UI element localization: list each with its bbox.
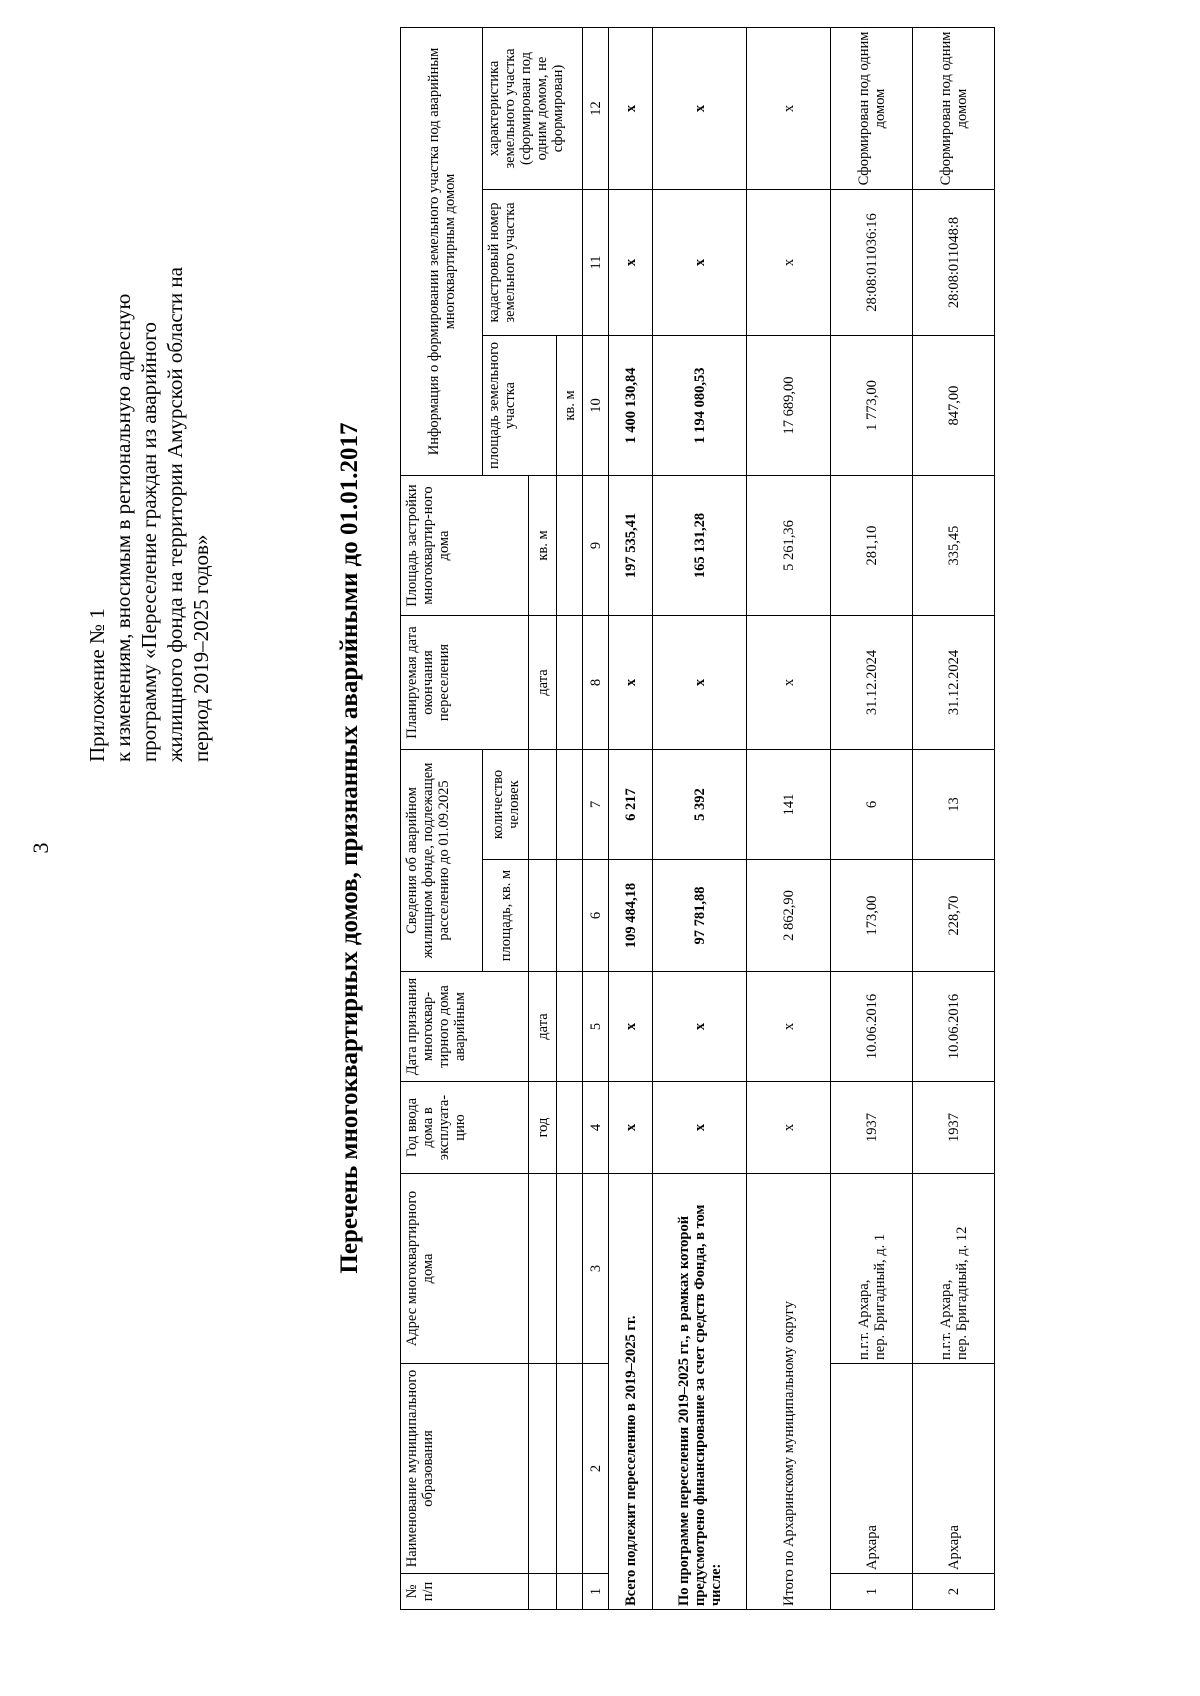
summary-cell: 5 261,36 (747, 476, 831, 616)
col-number: 12 (583, 27, 609, 189)
table-row (913, 27, 995, 1609)
summary-row-total (609, 27, 653, 1609)
houses-table (400, 27, 995, 1610)
appendix-note (84, 102, 214, 762)
appendix-line: жилищного фонда на территории Амурской области на (163, 267, 187, 762)
unit-cell: кв. м (557, 336, 583, 476)
header-num: № п/п (401, 1574, 529, 1610)
unit-cell (529, 1364, 557, 1574)
row-address (831, 1174, 913, 1364)
address-line: п.г.т. Архара, (855, 1279, 872, 1360)
appendix-line: к изменениям, вносимым в региональную адресную (111, 293, 135, 762)
header-cadastral: кадастровый номер земельного участка (483, 190, 583, 336)
summary-cell: x (609, 190, 653, 336)
column-numbers-row (583, 27, 609, 1609)
header-fund-people: количество человек (483, 750, 529, 860)
row-end-date: 31.12.2024 (913, 616, 995, 750)
col-number: 2 (583, 1364, 609, 1574)
summary-cell: 1 194 080,53 (653, 336, 747, 476)
address-line: пер. Бригадный, д. 1 (871, 1233, 888, 1360)
col-number: 9 (583, 476, 609, 616)
appendix-line: программу «Переселение граждан из аварийного (137, 322, 161, 762)
header-end-date: Планируемая дата окончания переселения (401, 616, 529, 750)
row-land-char: Сформирован под одним домом (913, 27, 995, 189)
row-area: 173,00 (831, 860, 913, 972)
header-fund-area: площадь, кв. м (483, 860, 529, 972)
header-land-char: характеристика земельного участка (сформирован под одним домом, не сформирован) (483, 27, 583, 189)
summary-cell: 141 (747, 750, 831, 860)
col-number: 11 (583, 190, 609, 336)
summary-cell: 97 781,88 (653, 860, 747, 972)
col-number: 4 (583, 1082, 609, 1174)
summary-cell: 17 689,00 (747, 336, 831, 476)
row-emergency-date: 10.06.2016 (831, 972, 913, 1082)
header-row (401, 27, 483, 1609)
unit-cell (557, 860, 583, 972)
unit-cell (557, 476, 583, 616)
col-number: 1 (583, 1574, 609, 1610)
summary-cell: 1 400 130,84 (609, 336, 653, 476)
table-row (831, 27, 913, 1609)
summary-cell: 6 217 (609, 750, 653, 860)
row-year: 1937 (913, 1082, 995, 1174)
unit-cell (557, 1174, 583, 1364)
unit-cell: кв. м (529, 476, 557, 616)
header-emergency-date: Дата признания многоквар-тирного дома аварийным (401, 972, 529, 1082)
header-land-area: площадь земельного участка (483, 336, 557, 476)
summary-cell: 2 862,90 (747, 860, 831, 972)
row-building-area: 281,10 (831, 476, 913, 616)
summary-cell: x (653, 27, 747, 189)
summary-cell: x (653, 1082, 747, 1174)
summary-cell: 5 392 (653, 750, 747, 860)
unit-cell (557, 750, 583, 860)
row-people: 13 (913, 750, 995, 860)
summary-cell: x (747, 190, 831, 336)
summary-label: По программе переселения 2019–2025 гг., в рамках которой предусмотрено финансирование за счет средств Фонда, в том числе: (653, 1174, 747, 1610)
row-people: 6 (831, 750, 913, 860)
summary-cell: x (653, 616, 747, 750)
summary-row-program (653, 27, 747, 1609)
row-year: 1937 (831, 1082, 913, 1174)
unit-cell (529, 1574, 557, 1610)
row-municipality: Архара (831, 1364, 913, 1574)
summary-cell: x (747, 1082, 831, 1174)
summary-label: Всего подлежит переселению в 2019–2025 гг. (609, 1174, 653, 1610)
row-cadastral: 28:08:011048:8 (913, 190, 995, 336)
row-number: 2 (913, 1574, 995, 1610)
row-end-date: 31.12.2024 (831, 616, 913, 750)
appendix-line: период 2019–2025 годов» (189, 534, 213, 762)
summary-label: Итого по Архаринскому муниципальному округу (747, 1174, 831, 1610)
col-number: 10 (583, 336, 609, 476)
row-address (913, 1174, 995, 1364)
page-number: 3 (28, 842, 53, 854)
summary-cell: 109 484,18 (609, 860, 653, 972)
row-land-area: 1 773,00 (831, 336, 913, 476)
summary-cell: x (653, 190, 747, 336)
appendix-line: Приложение № 1 (85, 608, 109, 762)
summary-row-district (747, 27, 831, 1609)
unit-cell: год (529, 1082, 557, 1174)
col-number: 3 (583, 1174, 609, 1364)
header-year: Год ввода дома в эксплуата-цию (401, 1082, 529, 1174)
unit-cell (529, 860, 557, 972)
header-address: Адрес многоквартирного дома (401, 1174, 529, 1364)
row-area: 228,70 (913, 860, 995, 972)
row-number: 1 (831, 1574, 913, 1610)
summary-cell: x (609, 616, 653, 750)
row-building-area: 335,45 (913, 476, 995, 616)
summary-cell: x (609, 27, 653, 189)
header-building-area: Площадь застройки многоквартир-ного дома (401, 476, 529, 616)
summary-cell: 165 131,28 (653, 476, 747, 616)
unit-cell (557, 1082, 583, 1174)
unit-cell (557, 972, 583, 1082)
col-number: 8 (583, 616, 609, 750)
document-title: Перечень многоквартирных домов, признанных аварийными до 01.01.2017 (336, 422, 363, 1274)
row-land-area: 847,00 (913, 336, 995, 476)
col-number: 5 (583, 972, 609, 1082)
col-number: 7 (583, 750, 609, 860)
summary-cell: x (653, 972, 747, 1082)
summary-cell: x (747, 616, 831, 750)
summary-cell: x (609, 972, 653, 1082)
header-land-info: Информация о формировании земельного участка под аварийным многоквартирным домом (401, 27, 483, 475)
row-cadastral: 28:08:011036:16 (831, 190, 913, 336)
unit-cell (557, 616, 583, 750)
address-line: пер. Бригадный, д. 12 (953, 1226, 970, 1360)
row-land-char: Сформирован под одним домом (831, 27, 913, 189)
unit-cell (557, 1574, 583, 1610)
summary-cell: x (747, 972, 831, 1082)
header-municipality: Наименование муниципального образования (401, 1364, 529, 1574)
unit-cell (529, 750, 557, 860)
row-emergency-date: 10.06.2016 (913, 972, 995, 1082)
row-municipality: Архара (913, 1364, 995, 1574)
unit-cell (557, 1364, 583, 1574)
summary-cell: x (609, 1082, 653, 1174)
unit-cell: дата (529, 616, 557, 750)
summary-cell: 197 535,41 (609, 476, 653, 616)
summary-cell: x (747, 27, 831, 189)
address-line: п.г.т. Архара, (937, 1279, 954, 1360)
unit-cell: дата (529, 972, 557, 1082)
unit-cell (529, 1174, 557, 1364)
header-fund-info: Сведения об аварийном жилищном фонде, подлежащем расселению до 01.09.2025 (401, 750, 483, 972)
col-number: 6 (583, 860, 609, 972)
